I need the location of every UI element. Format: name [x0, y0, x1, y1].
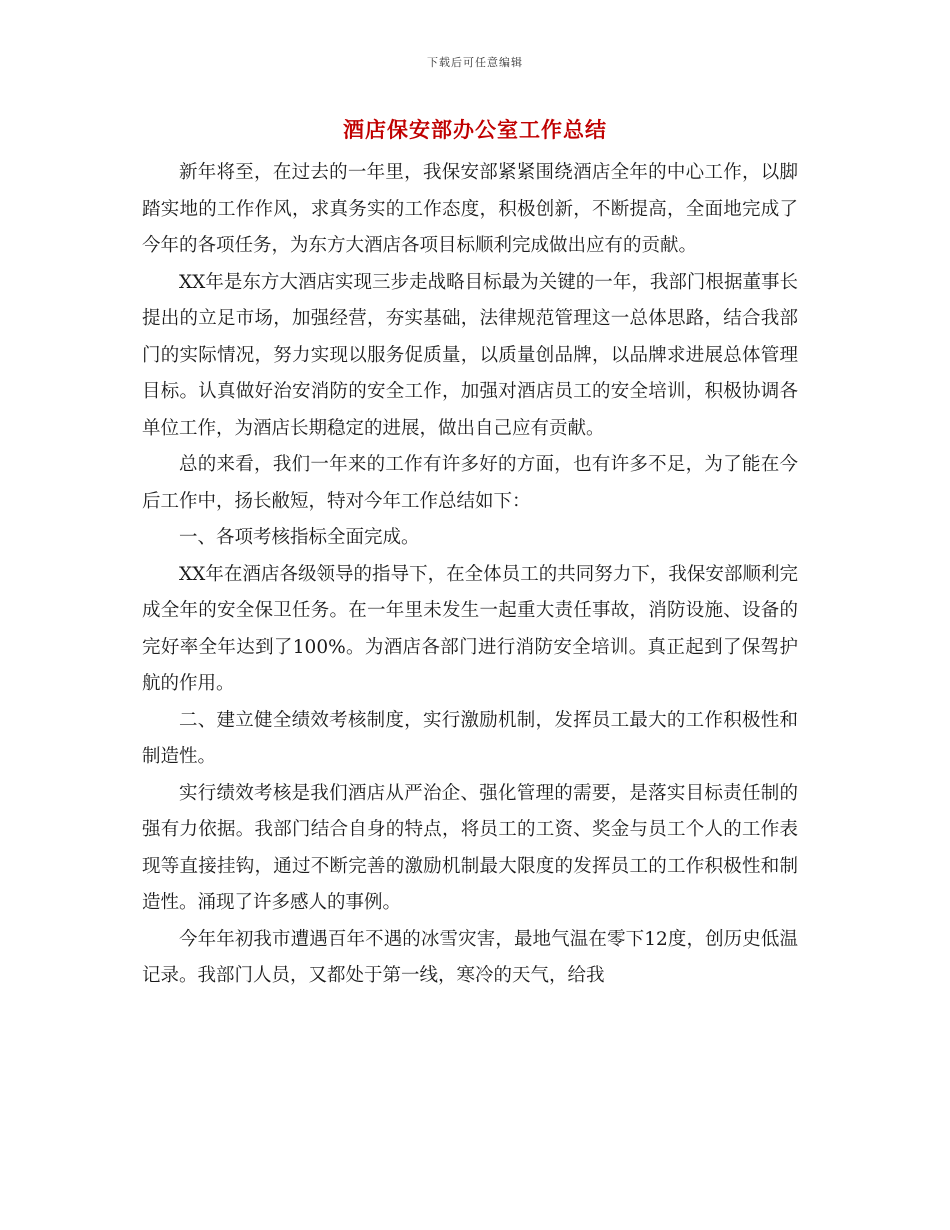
document-title: 酒店保安部办公室工作总结 [343, 118, 607, 142]
section-heading-1: 一、各项考核指标全面完成。 [179, 527, 420, 548]
paragraph-3: 总的来看，我们一年来的工作有许多好的方面，也有许多不足，为了能在今后工作中，扬长敝短，特对今年工作总结如下： [142, 454, 798, 512]
document-body [142, 155, 798, 995]
paragraph-5: 实行绩效考核是我们酒店从严治企、强化管理的需要，是落实目标责任制的强有力依据。我部门结合自身的特点，将员工的工资、奖金与员工个人的工作表现等直接挂钩，通过不断完善的激励机制最大限度的发挥员工的工作积极性和制造性。涌现了许多感人的事例。 [142, 782, 798, 913]
section-heading-2: 二、建立健全绩效考核制度，实行激励机制，发挥员工最大的工作积极性和制造性。 [142, 709, 798, 767]
header-note: 下载后可任意编辑 [427, 56, 523, 69]
paragraph-6: 今年年初我市遭遇百年不遇的冰雪灾害，最地气温在零下12度，创历史低温记录。我部门人员，又都处于第一线，寒冷的天气，给我 [142, 928, 798, 986]
paragraph-4: XX年在酒店各级领导的指导下，在全体员工的共同努力下，我保安部顺利完成全年的安全保卫任务。在一年里未发生一起重大责任事故，消防设施、设备的完好率全年达到了100%。为酒店各部门进行消防安全培训。真正起到了保驾护航的作用。 [142, 563, 798, 694]
paragraph-2: XX年是东方大酒店实现三步走战略目标最为关键的一年，我部门根据董事长提出的立足市场，加强经营，夯实基础，法律规范管理这一总体思路，结合我部门的实际情况，努力实现以服务促质量，以质量创品牌，以品牌求进展总体管理目标。认真做好治安消防的安全工作，加强对酒店员工的安全培训，积极协调各单位工作，为酒店长期稳定的进展，做出自己应有贡献。 [142, 271, 798, 439]
paragraph-1: 新年将至，在过去的一年里，我保安部紧紧围绕酒店全年的中心工作，以脚踏实地的工作作风，求真务实的工作态度，积极创新，不断提高，全面地完成了今年的各项任务，为东方大酒店各项目标顺利完成做出应有的贡献。 [142, 162, 798, 256]
